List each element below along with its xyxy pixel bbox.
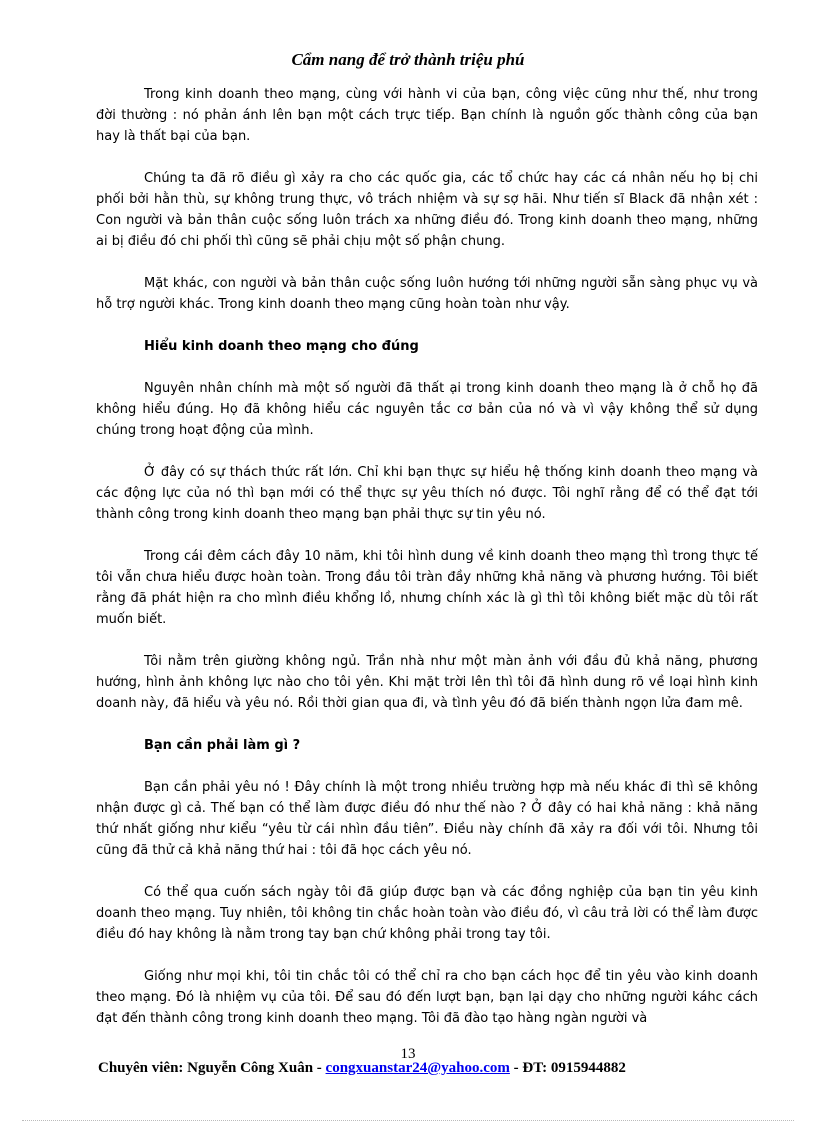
page-footer (98, 1060, 738, 1077)
footer-email-link[interactable]: congxuanstar24@yahoo.com (325, 1060, 510, 1076)
paragraph: Giống như mọi khi, tôi tin chắc tôi có thể chỉ ra cho bạn cách học để tin yêu vào kinh doanh theo mạng. Đó là nhiệm vụ của tôi. Để sau đó đến lượt bạn, bạn lại dạy cho những người káhc cách đạt đến thành công trong kinh doanh theo mạng. Tôi đã đào tạo hàng ngàn người và (96, 969, 758, 1026)
page-bottom-divider (22, 1120, 794, 1121)
section-heading: Bạn cần phải làm gì ? (144, 738, 301, 753)
paragraph: Nguyên nhân chính mà một số người đã thất ại trong kinh doanh theo mạng là ở chỗ họ đã không hiểu đúng. Họ đã không hiểu các nguyên tắc cơ bản của nó và vì vậy không thể sử dụng chúng trong hoạt động của mình. (96, 381, 758, 438)
section-heading: Hiểu kinh doanh theo mạng cho đúng (144, 339, 419, 354)
footer-phone: - ĐT: 0915944882 (509, 1060, 626, 1076)
paragraph: Bạn cần phải yêu nó ! Đây chính là một trong nhiều trường hợp mà nếu khác đi thì sẽ không nhận được gì cả. Thế bạn có thể làm được điều đó như thế nào ? Ở đây có hai khả năng : khả năng thứ nhất giống như kiểu “yêu từ cái nhìn đầu tiên”. Điều này chính đã xảy ra đối với tôi. Nhưng tôi cũng đã thử cả khả năng thứ hai : tôi đã học cách yêu nó. (96, 780, 758, 858)
paragraph: Có thể qua cuốn sách ngày tôi đã giúp được bạn và các đồng nghiệp của bạn tin yêu kinh doanh theo mạng. Tuy nhiên, tôi không tin chắc hoàn toàn vào điều đó, vì câu trả lời có thể làm được điều đó hay không là nằm trong tay bạn chứ không phải trong tay tôi. (96, 885, 758, 942)
paragraph: Tôi nằm trên giường không ngủ. Trần nhà như một màn ảnh với đầu đủ khả năng, phương hướng, hình ảnh không lực nào cho tôi yên. Khi mặt trời lên thì tôi đã hình dung rõ về loại hình kinh doanh này, đã hiểu và yêu nó. Rồi thời gian qua đi, và tình yêu đó đã biến thành ngọn lửa đam mê. (96, 654, 758, 711)
paragraph: Trong cái đêm cách đây 10 năm, khi tôi hình dung về kinh doanh theo mạng thì trong thực tế tôi vẫn chưa hiểu được hoàn toàn. Trong đầu tôi tràn đầy những khả năng và phương hướng. Tôi biết rằng đã phát hiện ra cho mình điều khổng lồ, nhưng chính xác là gì thì tôi không biết mặc dù tôi rất muốn biết. (96, 549, 758, 627)
paragraph: Chúng ta đã rõ điều gì xảy ra cho các quốc gia, các tổ chức hay các cá nhân nếu họ bị chi phối bởi hằn thù, sự không trung thực, vô trách nhiệm và sự sợ hãi. Như tiến sĩ Black đã nhận xét : Con người và bản thân cuộc sống luôn trách xa những điều đó. Trong kinh doanh theo mạng, những ai bị điều đó chi phối thì cũng sẽ phải chịu một số phận chung. (96, 171, 758, 249)
document-body (96, 84, 758, 1050)
page-number: 13 (400, 1046, 416, 1062)
page-title: Cẩm nang để trở thành triệu phú (291, 50, 525, 69)
paragraph: Ở đây có sự thách thức rất lớn. Chỉ khi bạn thực sự hiểu hệ thống kinh doanh theo mạng và các động lực của nó thì bạn mới có thể thực sự yêu thích nó được. Tôi nghĩ rằng để có thể đạt tới thành công trong kinh doanh theo mạng bạn phải thực sự tin yêu nó. (96, 465, 758, 522)
paragraph: Mặt khác, con người và bản thân cuộc sống luôn hướng tới những người sẵn sàng phục vụ và hỗ trợ người khác. Trong kinh doanh theo mạng cũng hoàn toàn như vậy. (96, 276, 758, 312)
footer-author: Chuyên viên: Nguyễn Công Xuân - (98, 1060, 326, 1076)
paragraph: Trong kinh doanh theo mạng, cùng với hành vi của bạn, công việc cũng như thế, như trong đời thường : nó phản ánh lên bạn một cách trực tiếp. Bạn chính là nguồn gốc thành công của bạn hay là thất bại của bạn. (96, 87, 758, 144)
